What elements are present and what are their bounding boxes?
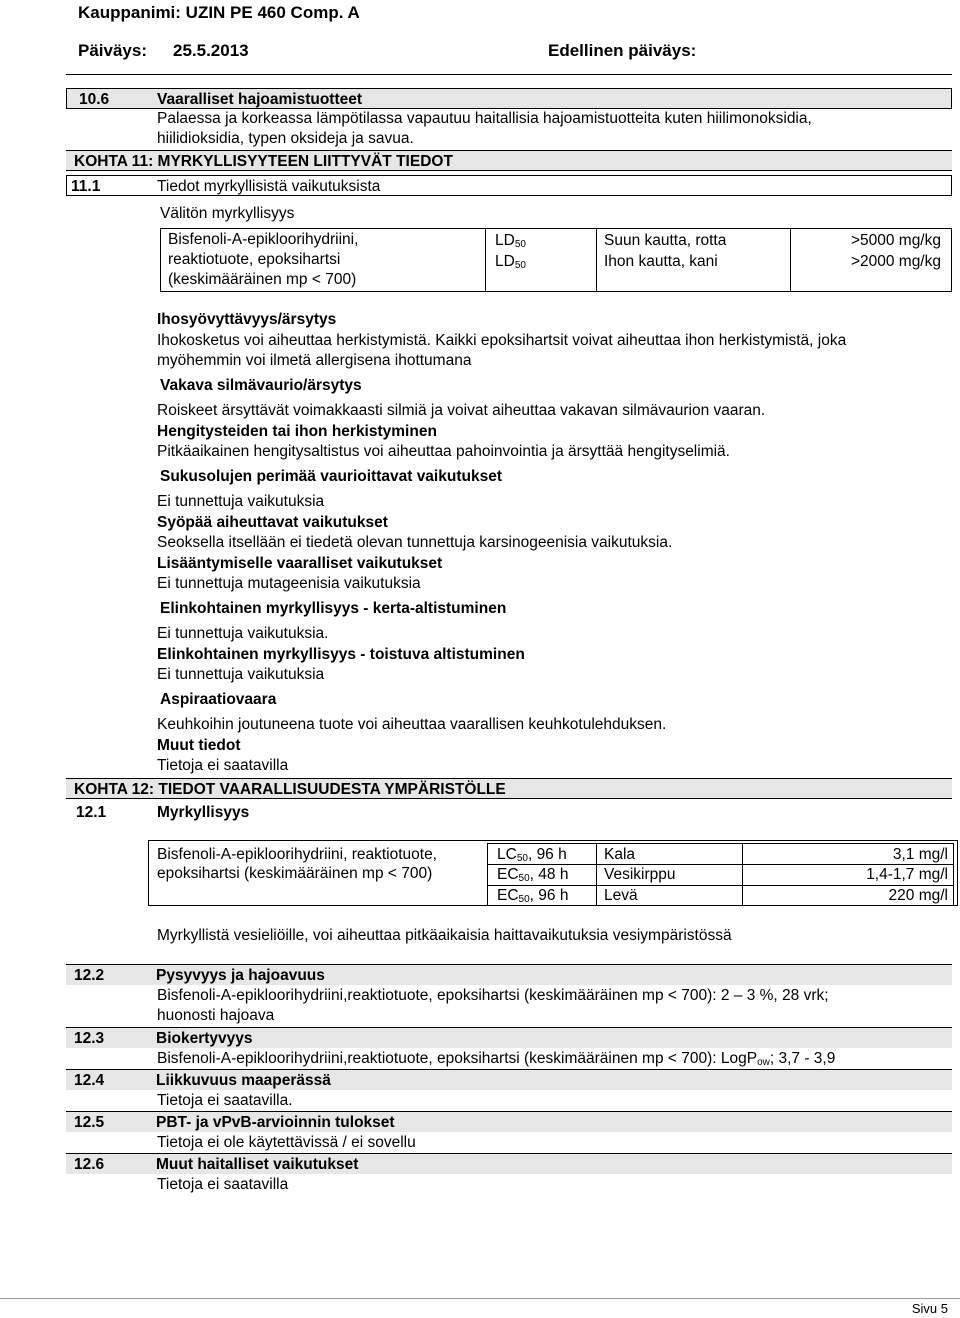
toxicity-subscript: 50	[514, 260, 526, 271]
section-heading: KOHTA 12: TIEDOT VAARALLISUUDESTA YMPÄRISTÖLLE	[74, 781, 506, 798]
subsection-12-3-bar	[66, 1027, 952, 1048]
body-text: Tietoja ei saatavilla	[157, 757, 289, 774]
toxicity-subscript: 50	[518, 873, 530, 884]
bioaccumulation-text: Bisfenoli-A-epikloorihydriini,reaktiotuote, epoksihartsi (keskimääräinen mp < 700): LogP	[157, 1050, 758, 1067]
toxicity-type: LC	[497, 846, 517, 863]
table-divider	[790, 228, 791, 292]
date-row	[78, 40, 697, 62]
table-divider	[596, 228, 597, 292]
table-divider	[596, 843, 597, 906]
subsection-title: Tiedot myrkyllisistä vaikutuksista	[157, 178, 381, 195]
body-text: Ei tunnettuja mutageenisia vaikutuksia	[157, 575, 421, 592]
body-text: Seoksella itsellään ei tiedetä olevan tunnettuja karsinogeenisia vaikutuksia.	[157, 534, 673, 551]
toxicity-subscript: 50	[516, 853, 528, 864]
exposure-time: , 96 h	[527, 846, 567, 863]
section-12-heading-bar	[66, 778, 952, 799]
other-info-title: Muut tiedot	[157, 737, 241, 754]
body-text: Tietoja ei saatavilla.	[157, 1092, 293, 1109]
subsection-12-5-bar	[66, 1111, 952, 1132]
body-text: Palaessa ja korkeassa lämpötilassa vapautuu haitallisia hajoamistuotteita kuten hiilimonoksidia,	[157, 110, 812, 127]
logp-subscript: ow	[757, 1057, 770, 1068]
substance-name: reaktiotuote, epoksihartsi	[168, 251, 341, 268]
bioaccumulation-value: ; 3,7 - 3,9	[769, 1050, 836, 1067]
subsection-title: Muut haitalliset vaikutukset	[156, 1156, 359, 1173]
page-number: Sivu 5	[911, 1301, 948, 1316]
product-name: Kauppanimi: UZIN PE 460 Comp. A	[78, 3, 360, 22]
section-heading: KOHTA 11: MYRKYLLISYYTEEN LIITTYVÄT TIEDOT	[74, 153, 453, 170]
previous-date-label: Edellinen päiväys:	[548, 41, 697, 60]
toxicity-type: LD	[495, 232, 515, 249]
toxicity-subscript: 50	[514, 239, 526, 250]
reproductive-toxicity-title: Lisääntymiselle vaaralliset vaikutukset	[157, 555, 443, 572]
toxicity-value: 3,1 mg/l	[892, 846, 948, 863]
table-row	[497, 886, 568, 906]
subsection-number: 12.4	[74, 1072, 105, 1089]
body-text	[157, 1049, 835, 1069]
table-divider	[485, 228, 486, 292]
subsection-title: Biokertyvyys	[156, 1030, 253, 1047]
subsection-title: PBT- ja vPvB-arvioinnin tulokset	[156, 1114, 395, 1131]
toxicity-value: 1,4-1,7 mg/l	[866, 866, 948, 883]
table-divider	[742, 843, 743, 906]
substance-name: Bisfenoli-A-epikloorihydriini,	[168, 231, 359, 248]
body-text: Keuhkoihin joutuneena tuote voi aiheuttaa vaarallisen keuhkotulehduksen.	[157, 716, 667, 733]
exposure-route: Suun kautta, rotta	[604, 232, 727, 249]
table-row	[497, 865, 568, 885]
exposure-time: , 96 h	[529, 887, 569, 904]
body-text: Pitkäaikainen hengitysaltistus voi aiheuttaa pahoinvointia ja ärsyttää hengityselimiä.	[157, 443, 730, 460]
aspiration-title: Aspiraatiovaara	[160, 691, 277, 708]
body-text: myöhemmin voi ilmetä allergisena ihottumana	[157, 352, 472, 369]
subsection-number: 12.5	[74, 1114, 105, 1131]
table-row	[497, 845, 567, 865]
exposure-time: , 48 h	[529, 866, 569, 883]
section-11-heading-bar	[66, 150, 952, 171]
body-text: Myrkyllistä vesieliöille, voi aiheuttaa pitkäaikaisia haittavaikutuksia vesiympäristössä	[157, 927, 732, 944]
subsection-title: Vaaralliset hajoamistuotteet	[157, 91, 363, 108]
stot-single-title: Elinkohtainen myrkyllisyys - kerta-altistuminen	[160, 600, 507, 617]
subsection-12-2-bar	[66, 964, 952, 985]
mutagenicity-title: Sukusolujen perimää vaurioittavat vaikutukset	[160, 468, 502, 485]
sensitisation-title: Hengitysteiden tai ihon herkistyminen	[157, 423, 437, 440]
stot-repeated-title: Elinkohtainen myrkyllisyys - toistuva altistuminen	[157, 646, 525, 663]
date-value: 25.5.2013	[173, 41, 249, 60]
body-text: Roiskeet ärsyttävät voimakkaasti silmiä ja voivat aiheuttaa vakavan silmävaurion vaaran.	[157, 402, 766, 419]
skin-corrosion-title: Ihosyövyttävyys/ärsytys	[157, 311, 337, 328]
body-text: Ei tunnettuja vaikutuksia	[157, 666, 325, 683]
substance-name: Bisfenoli-A-epikloorihydriini, reaktiotuote,	[157, 846, 437, 863]
table-row	[495, 231, 526, 251]
test-organism: Vesikirppu	[604, 866, 676, 883]
subsection-title: Pysyvyys ja hajoavuus	[156, 967, 325, 984]
subsection-number: 12.1	[76, 804, 107, 821]
subsection-10-6-bar	[66, 88, 952, 109]
test-organism: Levä	[604, 887, 638, 904]
toxicity-value: 220 mg/l	[888, 887, 948, 904]
subsection-number: 10.6	[79, 91, 110, 108]
date-label: Päiväys:	[78, 41, 147, 60]
acute-toxicity-title: Välitön myrkyllisyys	[160, 205, 295, 222]
body-text: Ei tunnettuja vaikutuksia.	[157, 625, 329, 642]
subsection-12-4-bar	[66, 1069, 952, 1090]
subsection-title: Liikkuvuus maaperässä	[156, 1072, 331, 1089]
subsection-11-1-bar	[66, 175, 952, 196]
subsection-number: 12.2	[74, 967, 105, 984]
substance-name: (keskimääräinen mp < 700)	[168, 271, 357, 288]
subsection-number: 11.1	[71, 178, 101, 195]
subsection-number: 12.3	[74, 1030, 105, 1047]
body-text: hiilidioksidia, typen oksideja ja savua.	[157, 130, 414, 147]
exposure-route: Ihon kautta, kani	[604, 253, 718, 270]
eye-damage-title: Vakava silmävaurio/ärsytys	[160, 377, 362, 394]
subsection-number: 12.6	[74, 1156, 105, 1173]
body-text: Tietoja ei ole käytettävissä / ei sovellu	[157, 1134, 416, 1151]
body-text: Bisfenoli-A-epikloorihydriini,reaktiotuote, epoksihartsi (keskimääräinen mp < 700): 2 – 3 %, 28 vrk;	[157, 987, 829, 1004]
toxicity-type: EC	[497, 887, 519, 904]
toxicity-value: >2000 mg/kg	[850, 253, 941, 270]
body-text: Ei tunnettuja vaikutuksia	[157, 493, 325, 510]
subsection-title: Myrkyllisyys	[157, 804, 250, 821]
footer-divider	[0, 1298, 960, 1299]
substance-name: epoksihartsi (keskimääräinen mp < 700)	[157, 865, 433, 882]
body-text: Tietoja ei saatavilla	[157, 1176, 289, 1193]
toxicity-subscript: 50	[518, 894, 530, 905]
toxicity-type: LD	[495, 253, 515, 270]
carcinogenicity-title: Syöpää aiheuttavat vaikutukset	[157, 514, 388, 531]
body-text: Ihokosketus voi aiheuttaa herkistymistä. Kaikki epoksihartsit voivat aiheuttaa ihon herkistymistä, joka	[157, 332, 847, 349]
test-organism: Kala	[604, 846, 636, 863]
body-text: huonosti hajoava	[157, 1007, 275, 1024]
header-divider	[66, 74, 952, 75]
toxicity-type: EC	[497, 866, 519, 883]
table-row	[495, 252, 526, 272]
subsection-12-6-bar	[66, 1153, 952, 1174]
toxicity-value: >5000 mg/kg	[850, 232, 941, 249]
